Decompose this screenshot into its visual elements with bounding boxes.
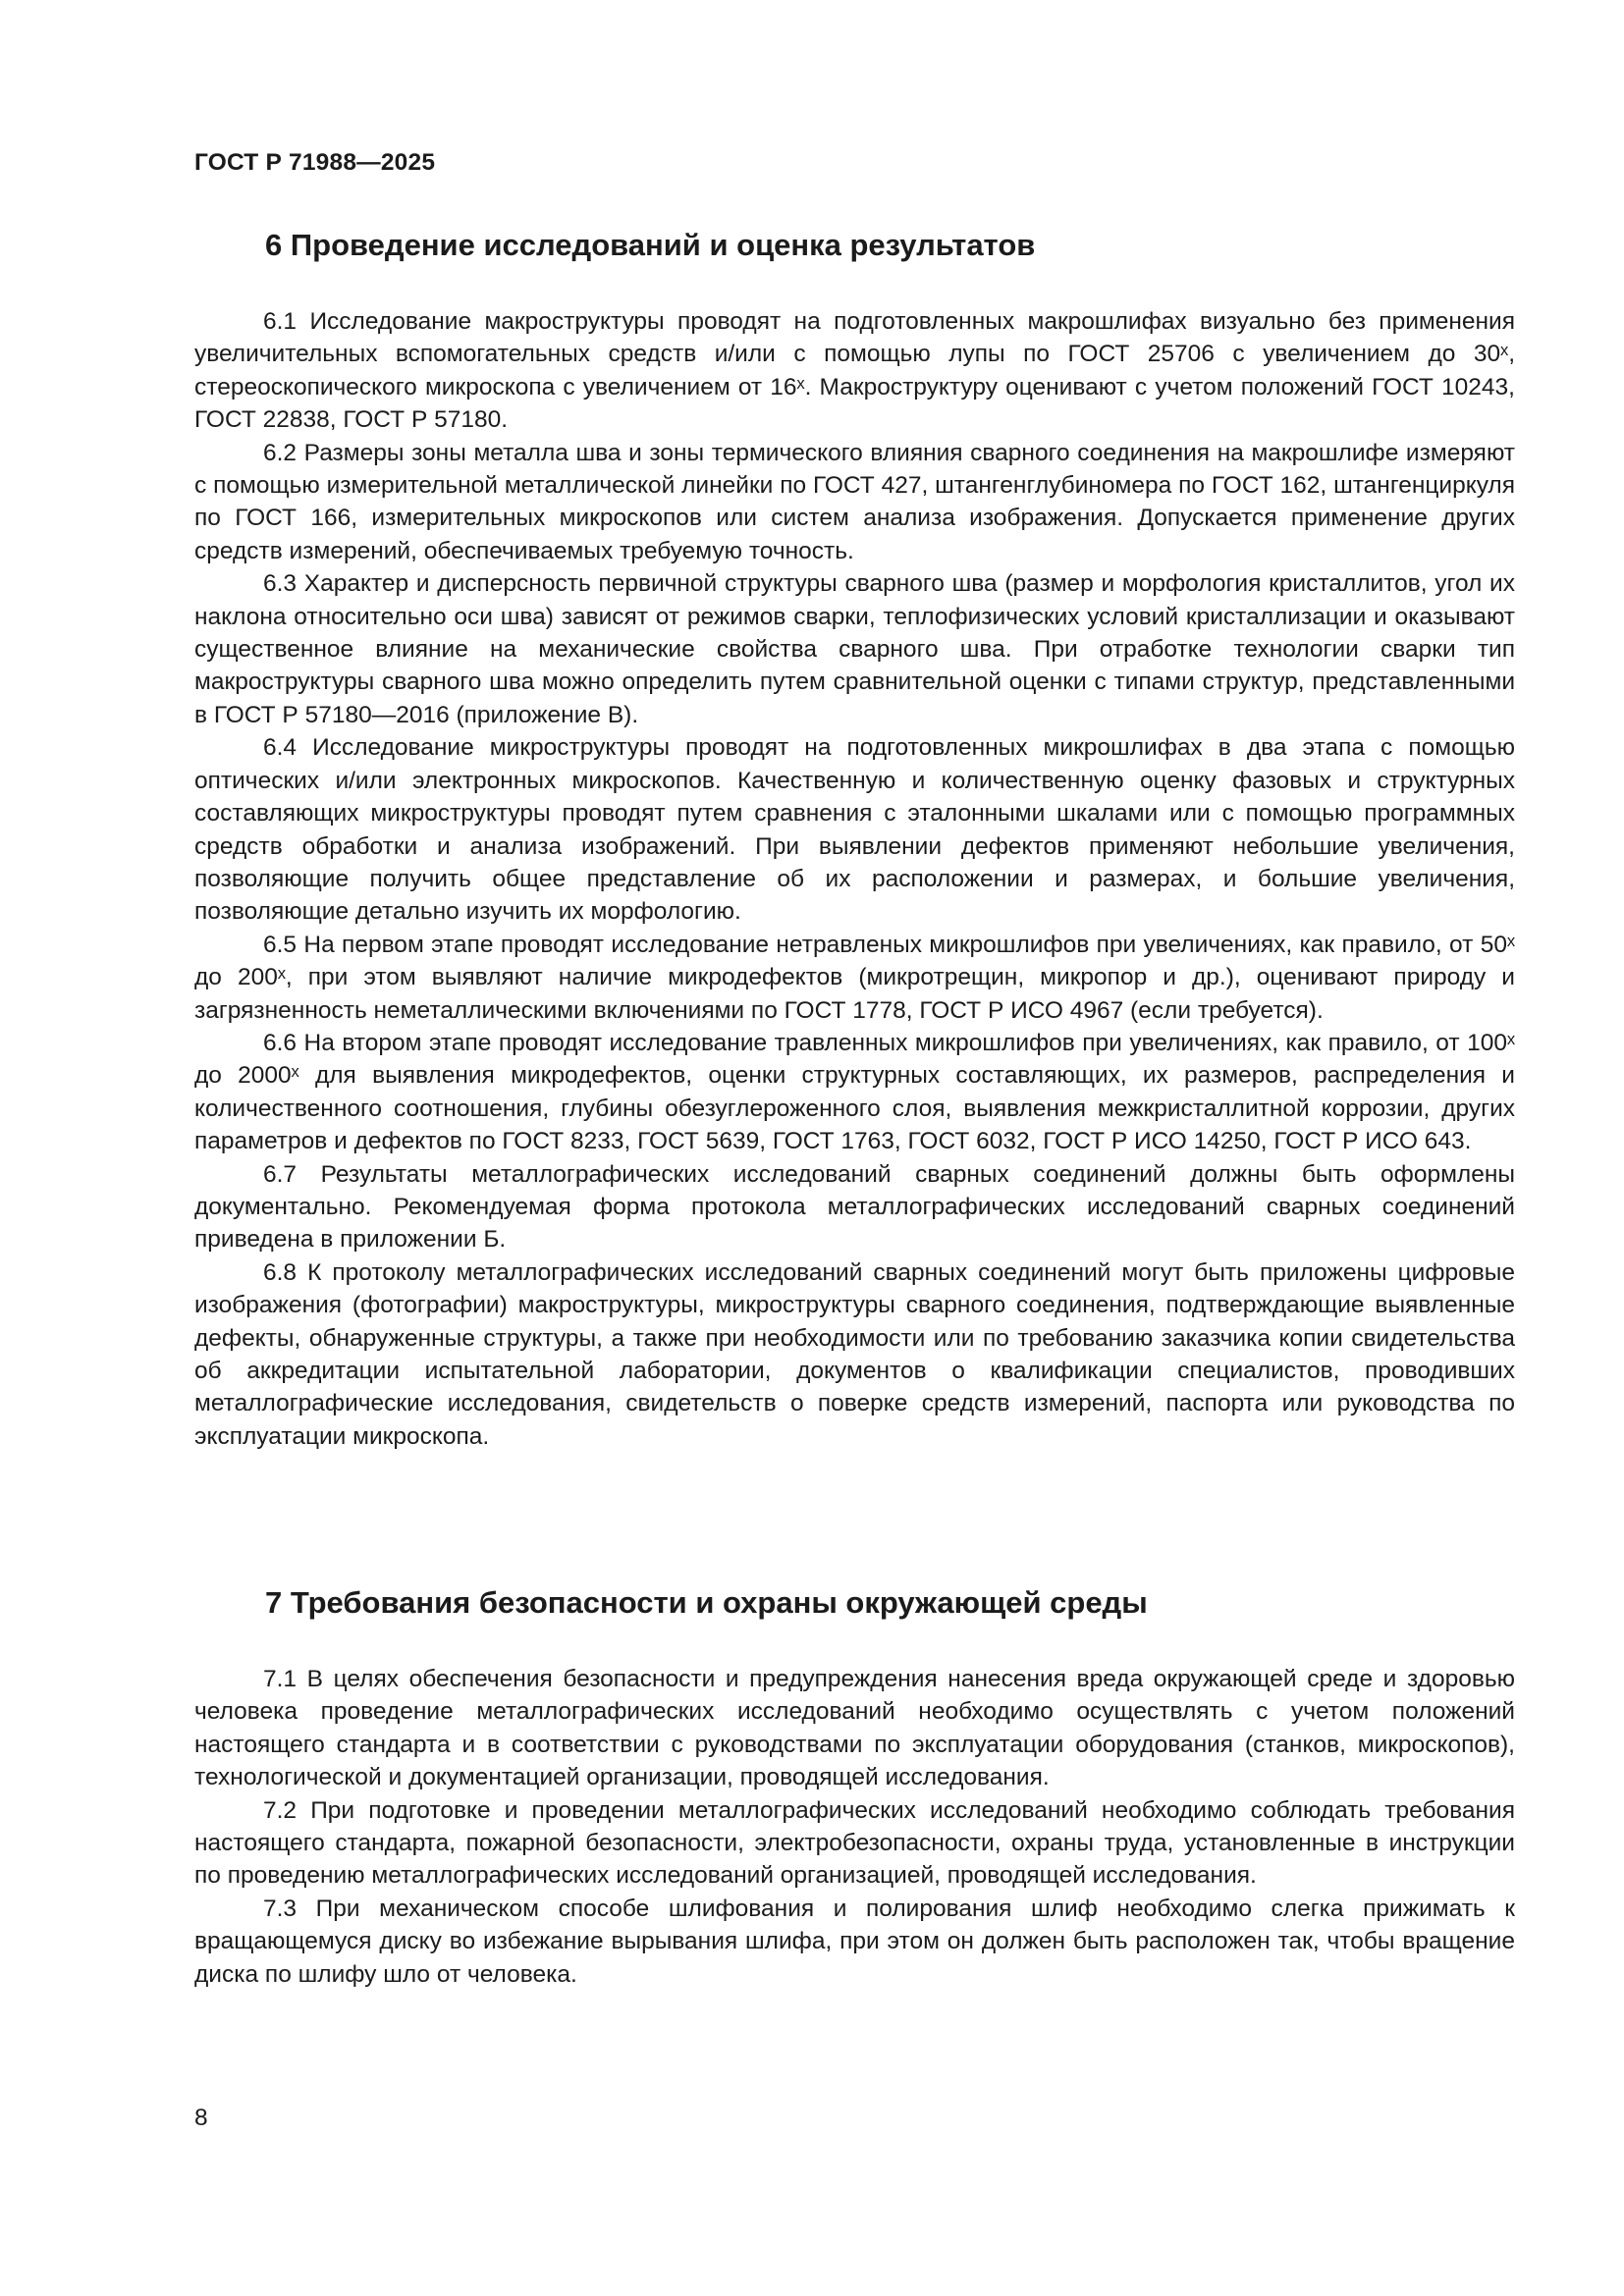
paragraph-6-2: 6.2 Размеры зоны металла шва и зоны термического влияния сварного соединения на макрошлифе измеряют с помощью измерительной металлической линейки по ГОСТ 427, штангенглубиномера по ГОСТ 162, штангенциркуля по ГОСТ 166, измерительных микроскопов или систем анализа изображения. Допускается применение других средств измерений, обеспечиваемых требуемую точность. bbox=[194, 439, 1515, 564]
paragraph-6-1: 6.1 Исследование макроструктуры проводят на подготовленных макрошлифах визуально без применения увеличительных вспомогательных средств и/или с помощью лупы по ГОСТ 25706 с увеличением до 30ˣ, стереоскопического микроскопа с увеличением от 16ˣ. Макроструктуру оценивают с учетом положений ГОСТ 10243, ГОСТ 22838, ГОСТ Р 57180. bbox=[194, 308, 1515, 434]
paragraph-6-6: 6.6 На втором этапе проводят исследование травленных микрошлифов при увеличениях, как правило, от 100ˣ до 2000ˣ для выявления микродефектов, оценки структурных составляющих, их размеров, распределения и количественного соотношения, глубины обезуглероженного слоя, выявления межкристаллитной коррозии, других параметров и дефектов по ГОСТ 8233, ГОСТ 5639, ГОСТ 1763, ГОСТ 6032, ГОСТ Р ИСО 14250, ГОСТ Р ИСО 643. bbox=[194, 1029, 1515, 1155]
paragraph-7-1: 7.1 В целях обеспечения безопасности и предупреждения нанесения вреда окружающей среде и здоровью человека проведение металлографических исследований необходимо осуществлять с учетом положений настоящего стандарта и в соответствии с руководствами по эксплуатации оборудования (станков, микроскопов), технологической и документацией организации, проводящей исследования. bbox=[194, 1666, 1515, 1791]
section-7-body bbox=[194, 1663, 1515, 1991]
paragraph-6-7: 6.7 Результаты металлографических исследований сварных соединений должны быть оформлены документально. Рекомендуемая форма протокола металлографических исследований сварных соединений приведена в приложении Б. bbox=[194, 1160, 1515, 1254]
section-6-body bbox=[194, 305, 1515, 1453]
section-6-title: 6 Проведение исследований и оценка результатов bbox=[265, 228, 1036, 262]
paragraph-6-8: 6.8 К протоколу металлографических исследований сварных соединений могут быть приложены цифровые изображения (фотографии) макроструктуры, микроструктуры сварного соединения, подтверждающие выявленные дефекты, обнаруженные структуры, а также при необходимости или по требованию заказчика копии свидетельства об аккредитации испытательной лаборатории, документов о квалификации специалистов, проводивших металлографические исследования, свидетельств о поверке средств измерений, паспорта или руководства по эксплуатации микроскопа. bbox=[194, 1258, 1515, 1450]
paragraph-6-5: 6.5 На первом этапе проводят исследование нетравленых микрошлифов при увеличениях, как правило, от 50ˣ до 200ˣ, при этом выявляют наличие микродефектов (микротрещин, микропор и др.), оценивают природу и загрязненность неметаллическими включениями по ГОСТ 1778, ГОСТ Р ИСО 4967 (если требуется). bbox=[194, 931, 1515, 1024]
page-number: 8 bbox=[194, 2105, 208, 2131]
standard-header: ГОСТ Р 71988—2025 bbox=[194, 149, 436, 176]
paragraph-6-4: 6.4 Исследование микроструктуры проводят на подготовленных микрошлифах в два этапа с помощью оптических и/или электронных микроскопов. Качественную и количественную оценку фазовых и структурных составляющих микроструктуры проводят путем сравнения с эталонными шкалами или с помощью программных средств обработки и анализа изображений. При выявлении дефектов применяют небольшие увеличения, позволяющие получить общее представление об их расположении и размерах, и большие увеличения, позволяющие детально изучить их морфологию. bbox=[194, 734, 1515, 926]
paragraph-6-3: 6.3 Характер и дисперсность первичной структуры сварного шва (размер и морфология кристаллитов, угол их наклона относительно оси шва) зависят от режимов сварки, теплофизических условий кристаллизации и оказывают существенное влияние на механические свойства сварного шва. При отработке технологии сварки тип макроструктуры сварного шва можно определить путем сравнительной оценки с типами структур, представленными в ГОСТ Р 57180—2016 (приложение В). bbox=[194, 570, 1515, 728]
paragraph-7-2: 7.2 При подготовке и проведении металлографических исследований необходимо соблюдать требования настоящего стандарта, пожарной безопасности, электробезопасности, охраны труда, установленные в инструкции по проведению металлографических исследований организацией, проводящей исследования. bbox=[194, 1796, 1515, 1890]
paragraph-7-3: 7.3 При механическом способе шлифования и полирования шлиф необходимо слегка прижимать к вращающемуся диску во избежание вырывания шлифа, при этом он должен быть расположен так, чтобы вращение диска по шлифу шло от человека. bbox=[194, 1895, 1515, 1988]
section-7-title: 7 Требования безопасности и охраны окружающей среды bbox=[265, 1585, 1148, 1620]
